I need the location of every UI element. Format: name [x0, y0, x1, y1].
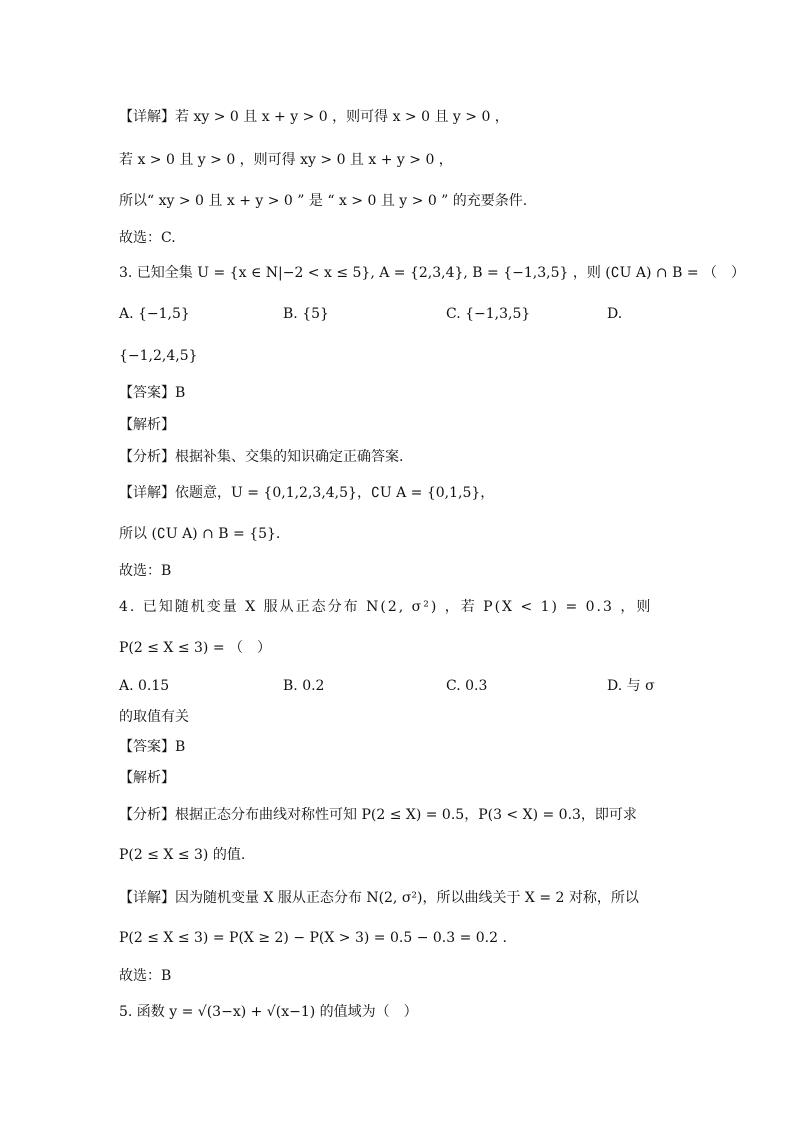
q4-option-a: A. 0.15: [119, 678, 170, 694]
q3-conclusion: 所以 (∁U A) ∩ B = {5}.: [119, 526, 281, 542]
q4-option-c: C. 0.3: [446, 678, 488, 694]
q3-analysis-heading: 【解析】: [119, 417, 175, 433]
q3-xiangjie: 【详解】依题意，U = {0,1,2,3,4,5}，∁U A = {0,1,5}，: [119, 485, 495, 501]
q4-answer: 【答案】B: [119, 739, 186, 755]
question-3: 3. 已知全集 U = {x ∈ N|−2 < x ≤ 5}, A = {2,3,4}, B = {−1,3,5} ，则 (∁U A) ∩ B = （ ）: [119, 265, 746, 281]
q3-option-c: C. {−1,3,5}: [446, 306, 531, 322]
q4-choose: 故选：B: [119, 968, 172, 984]
q4-option-d: D. 与 σ: [607, 678, 655, 694]
q4-analysis-heading: 【解析】: [119, 770, 175, 786]
q3-option-b: B. {5}: [283, 306, 329, 322]
q4-option-b: B. 0.2: [283, 678, 325, 694]
q3-answer: 【答案】B: [119, 385, 186, 401]
choose-line-prev: 故选：C.: [119, 230, 176, 246]
q3-choose: 故选：B: [119, 563, 172, 579]
q4-xiangjie: 【详解】因为随机变量 X 服从正态分布 N(2, σ²)，所以曲线关于 X = 2 对称，所以: [119, 890, 639, 906]
question-4-continued: P(2 ≤ X ≤ 3) = （ ）: [119, 640, 272, 656]
q3-option-a: A. {−1,5}: [119, 306, 190, 322]
detail-line-2: 若 x > 0 且 y > 0 ，则可得 xy > 0 且 x + y > 0 ，: [119, 152, 453, 168]
question-5: 5. 函数 y = √(3−x) + √(x−1) 的值域为（ ）: [119, 1004, 418, 1020]
detail-line-1: 【详解】若 xy > 0 且 x + y > 0 ，则可得 x > 0 且 y > 0 ，: [119, 109, 509, 125]
q3-fenxi: 【分析】根据补集、交集的知识确定正确答案.: [119, 449, 404, 465]
q4-fenxi: 【分析】根据正态分布曲线对称性可知 P(2 ≤ X) = 0.5，P(3 < X) = 0.3，即可求: [119, 807, 637, 823]
question-4: 4. 已知随机变量 X 服从正态分布 N(2, σ²) ，若 P(X < 1) = 0.3 ，则: [119, 599, 653, 615]
q4-option-d-continued: 的取值有关: [119, 709, 189, 725]
q4-fenxi-continued: P(2 ≤ X ≤ 3) 的值.: [119, 847, 246, 863]
detail-line-3: 所以“ xy > 0 且 x + y > 0 ” 是 “ x > 0 且 y > 0 ” 的充要条件.: [119, 193, 528, 209]
q3-option-d-value: {−1,2,4,5}: [119, 348, 198, 364]
q3-option-d: D.: [607, 306, 623, 322]
q4-calculation: P(2 ≤ X ≤ 3) = P(X ≥ 2) − P(X > 3) = 0.5 − 0.3 = 0.2 .: [119, 930, 507, 946]
